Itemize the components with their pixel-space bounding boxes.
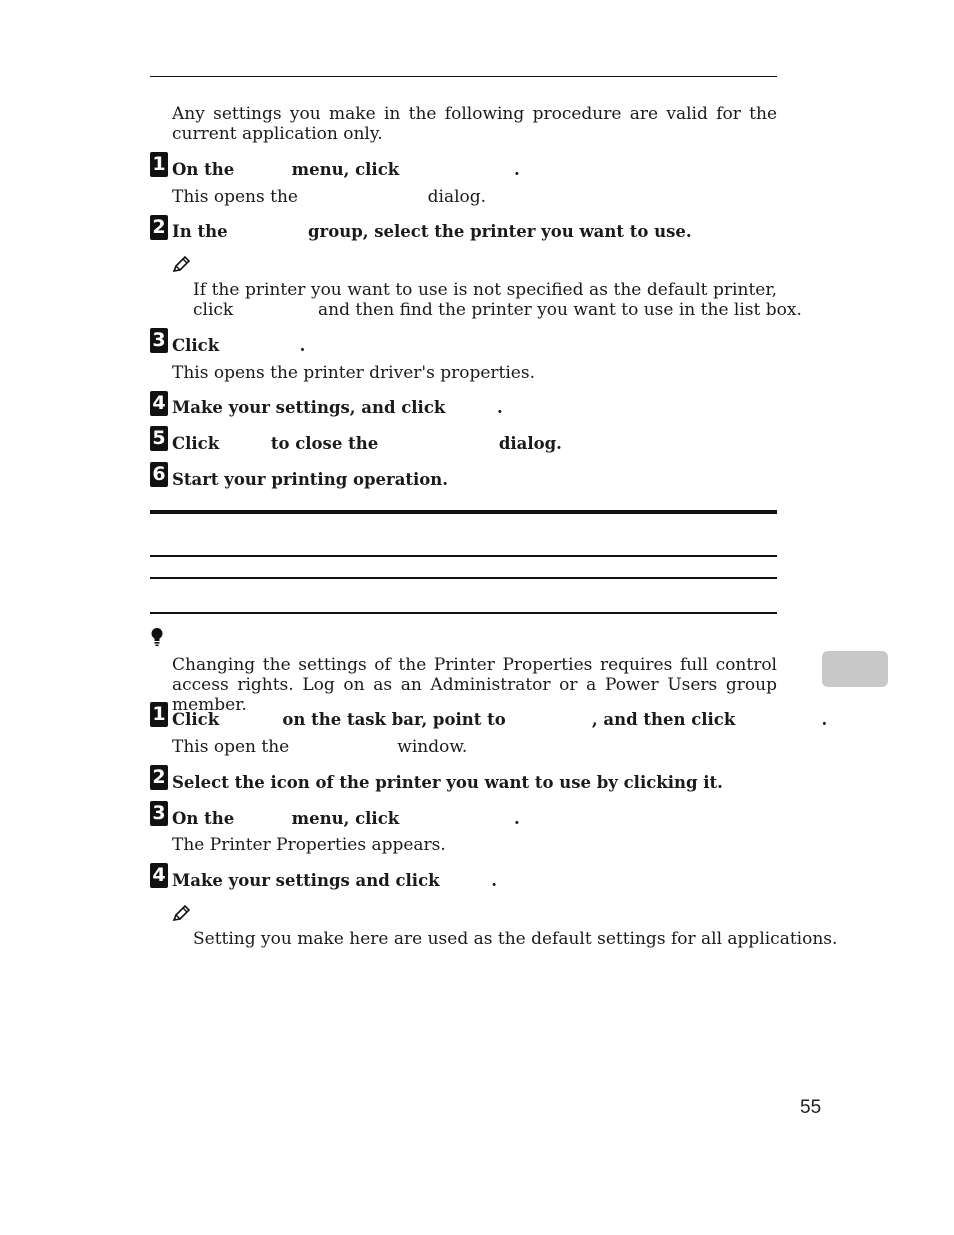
step-number: 6 bbox=[150, 462, 168, 487]
step-instruction: Click . bbox=[172, 336, 306, 355]
step-instruction: On the menu, click . bbox=[172, 809, 520, 828]
intro-paragraph: Any settings you make in the following procedure are valid for the current application only. bbox=[172, 104, 777, 144]
step-number: 4 bbox=[150, 391, 168, 416]
note-text: If the printer you want to use is not specified as the default printer, click bbox=[193, 280, 777, 320]
page-number: 55 bbox=[800, 1097, 822, 1118]
step-instruction: Make your settings and click . bbox=[172, 871, 497, 890]
chapter-tab bbox=[822, 651, 888, 687]
step-instruction: Click to close the dialog. bbox=[172, 434, 562, 453]
step-result: This open the window. bbox=[172, 737, 468, 757]
section-heading-rule bbox=[150, 510, 777, 514]
step-number: 3 bbox=[150, 801, 168, 826]
step-number: 5 bbox=[150, 426, 168, 451]
subsection-rule bbox=[150, 555, 777, 557]
subsection-rule bbox=[150, 577, 777, 579]
step-result: This opens the printer driver's properties. bbox=[172, 363, 535, 383]
lightbulb-important-icon bbox=[150, 627, 164, 647]
step-instruction: Click on the task bar, point to , and then click . bbox=[172, 710, 828, 729]
step-number: 3 bbox=[150, 328, 168, 353]
step-instruction: Select the icon of the printer you want to use by clicking it. bbox=[172, 773, 723, 792]
step-instruction: On the menu, click . bbox=[172, 160, 520, 179]
step-number: 2 bbox=[150, 765, 168, 790]
step-result: The Printer Properties appears. bbox=[172, 835, 446, 855]
note-text: Setting you make here are used as the default settings for all applications. bbox=[193, 929, 838, 949]
step-instruction: Make your settings, and click . bbox=[172, 398, 503, 417]
pencil-note-icon bbox=[172, 255, 192, 273]
header-rule bbox=[150, 76, 777, 77]
pencil-note-icon bbox=[172, 904, 192, 922]
step-number: 2 bbox=[150, 215, 168, 240]
step-number: 4 bbox=[150, 863, 168, 888]
subsection-rule bbox=[150, 612, 777, 614]
note-text-continued: and then find the printer you want to use in the list box. bbox=[318, 300, 802, 320]
step-number: 1 bbox=[150, 702, 168, 727]
step-instruction: Start your printing operation. bbox=[172, 470, 449, 489]
step-instruction: In the group, select the printer you want to use. bbox=[172, 222, 692, 241]
step-result: This opens the dialog. bbox=[172, 187, 487, 207]
important-text: Changing the settings of the Printer Properties requires full control access rights. Log on as an Administrator or a Power Users group member. bbox=[172, 655, 777, 715]
step-number: 1 bbox=[150, 152, 168, 177]
